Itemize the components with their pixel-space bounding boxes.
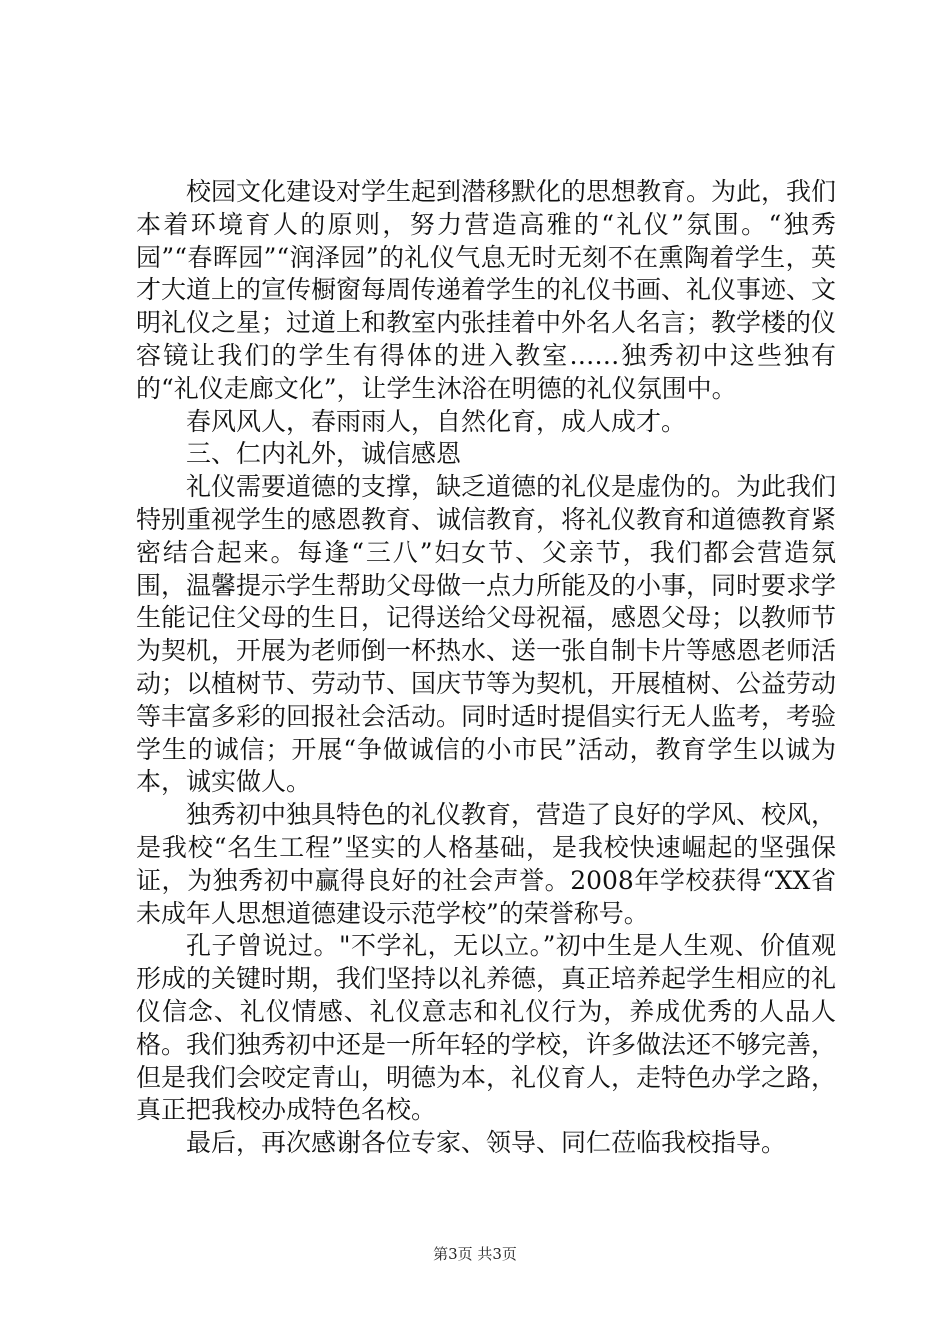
page-footer: 第3页 共3页: [433, 1245, 517, 1263]
document-body: [136, 176, 836, 1160]
paragraph-campus-culture: 校园文化建设对学生起到潜移默化的思想教育。为此，我们本着环境育人的原则，努力营造高雅的“礼仪”氛围。“独秀园”“春晖园”“润泽园”的礼仪气息无时无刻不在熏陶着学生，英才大道上的宣传橱窗每周传递着学生的礼仪书画、礼仪事迹、文明礼仪之星；过道上和教室内张挂着中外名人名言；教学楼的仪容镜让我们的学生有得体的进入教室……独秀初中这些独有的“礼仪走廊文化”，让学生沐浴在明德的礼仪氛围中。: [136, 177, 837, 403]
paragraph-confucius: 孔子曾说过。"不学礼，无以立。”初中生是人生观、价值观形成的关键时期，我们坚持以礼养德，真正培养起学生相应的礼仪信念、礼仪情感、礼仪意志和礼仪行为，养成优秀的人品人格。我们独秀初中还是一所年轻的学校，许多做法还不够完善，但是我们会咬定青山，明德为本，礼仪育人，走特色办学之路，真正把我校办成特色名校。: [136, 931, 837, 1125]
paragraph-spring-wind: 春风风人，春雨雨人，自然化育，成人成才。: [186, 406, 687, 436]
section-heading-3: 三、仁内礼外，诚信感恩: [186, 439, 462, 469]
paragraph-closing-thanks: 最后，再次感谢各位专家、领导、同仁莅临我校指导。: [186, 1128, 787, 1158]
paragraph-school-honor: 独秀初中独具特色的礼仪教育，营造了良好的学风、校风，是我校“名生工程”坚实的人格基础，是我校快速崛起的坚强保证，为独秀初中赢得良好的社会声誉。2008年学校获得“XX省未成年人思想道德建设示范学校”的荣誉称号。: [136, 800, 837, 928]
paragraph-morality-support: 礼仪需要道德的支撑，缺乏道德的礼仪是虚伪的。为此我们特别重视学生的感恩教育、诚信教育，将礼仪教育和道德教育紧密结合起来。每逢“三八”妇女节、父亲节，我们都会营造氛围，温馨提示学生帮助父母做一点力所能及的小事，同时要求学生能记住父母的生日，记得送给父母祝福，感恩父母；以教师节为契机，开展为老师倒一杯热水、送一张自制卡片等感恩老师活动；以植树节、劳动节、国庆节等为契机，开展植树、公益劳动等丰富多彩的回报社会活动。同时适时提倡实行无人监考，考验学生的诚信；开展“争做诚信的小市民”活动，教育学生以诚为本，诚实做人。: [136, 472, 837, 797]
